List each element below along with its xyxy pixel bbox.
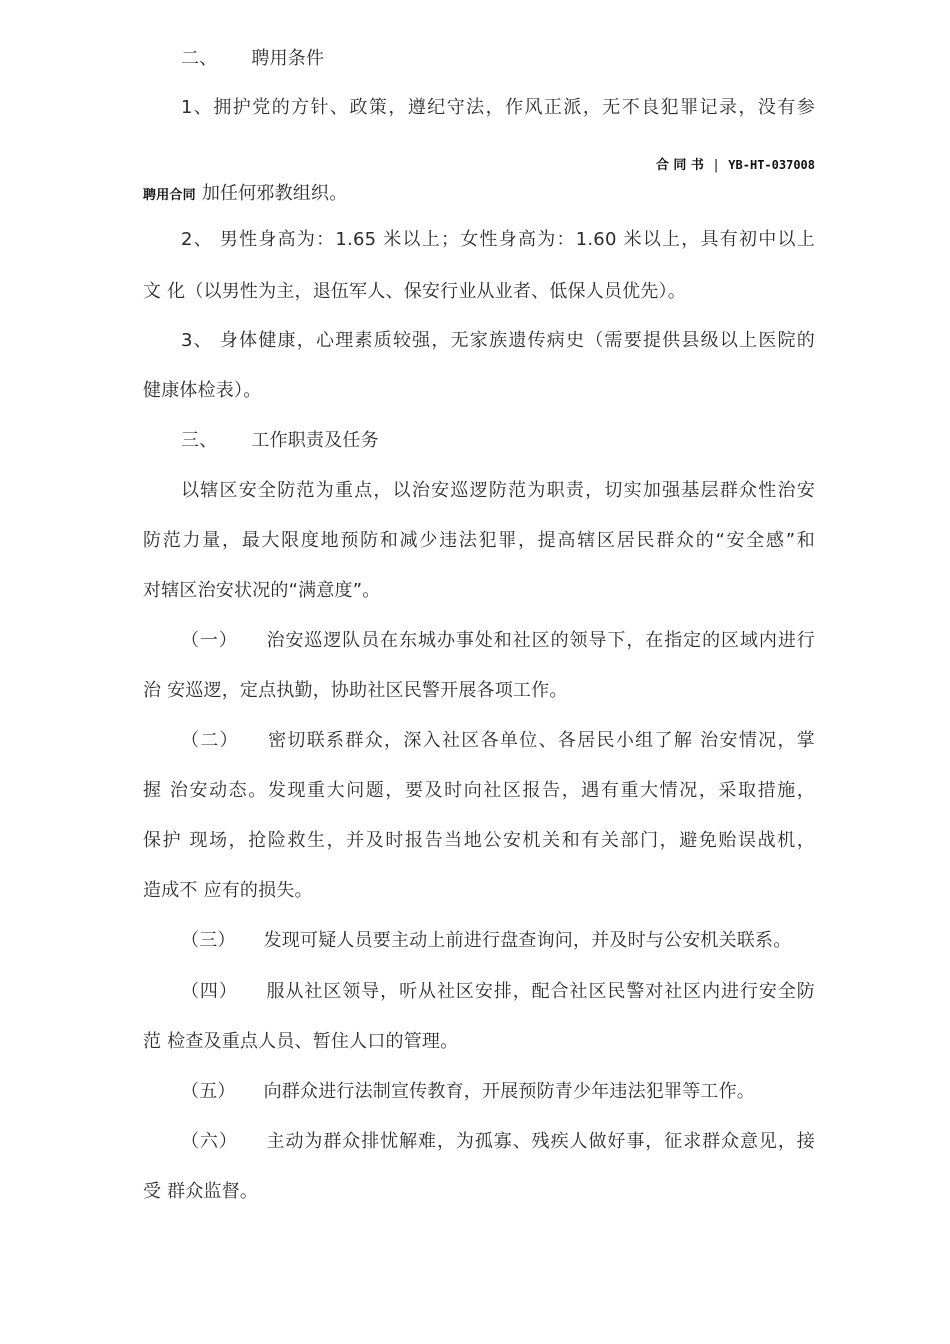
duty-text: 向群众进行法制宣传教育，开展预防青少年违法犯罪等工作。 bbox=[263, 1081, 756, 1102]
paragraph-line: 对辖区治安状况的“满意度”。 bbox=[143, 580, 381, 601]
duty-text: 密切联系群众，深入社区各单位、各居民小组了解 治安情况，掌 bbox=[266, 730, 815, 751]
doc-type-label: 合 同 书 bbox=[655, 158, 704, 173]
duty-text: 主动为群众排忧解难，为孤寡、残疾人做好事，征求群众意见，接 bbox=[265, 1131, 815, 1152]
paragraph-line: 范 检查及重点人员、暂住人口的管理。 bbox=[143, 1031, 459, 1052]
duty-number: （二） bbox=[181, 730, 239, 751]
duty-number: （六） bbox=[181, 1131, 238, 1152]
duty-text: 服从社区领导，听从社区安排，配合社区民警对社区内进行安全防 bbox=[265, 981, 815, 1002]
paragraph-line: 握 治安动态。发现重大问题，要及时向社区报告，遇有重大情况，采取措施， bbox=[143, 780, 815, 801]
running-header bbox=[656, 154, 815, 173]
duty-number: （三） bbox=[181, 930, 236, 951]
section-number: 二、 bbox=[181, 48, 218, 69]
paragraph-line: 2、 男性身高为：1.65 米以上；女性身高为：1.60 米以上，具有初中以上 bbox=[181, 229, 815, 250]
duty-number: （一） bbox=[181, 630, 238, 651]
duty-line bbox=[181, 980, 815, 1004]
paragraph-line: 受 群众监督。 bbox=[143, 1181, 259, 1202]
duty-text: 治安巡逻队员在东城办事处和社区的领导下，在指定的区域内进行 bbox=[265, 630, 815, 651]
duty-number: （五） bbox=[181, 1081, 236, 1102]
section-heading bbox=[181, 429, 815, 453]
duty-line bbox=[181, 1080, 815, 1104]
section-heading bbox=[181, 47, 815, 71]
paragraph-line: 3、 身体健康，心理素质较强，无家族遗传病史（需要提供县级以上医院的 bbox=[181, 330, 815, 351]
paragraph-line: 治 安巡逻，定点执勤，协助社区民警开展各项工作。 bbox=[143, 680, 568, 701]
paragraph-line: 健康体检表）。 bbox=[143, 380, 262, 401]
paragraph-line bbox=[143, 182, 815, 208]
paragraph-line: 保护 现场，抢险救生，并及时报告当地公安机关和有关部门，避免贻误战机， bbox=[143, 830, 815, 851]
contract-label: 聘用合同 bbox=[143, 188, 196, 203]
section-title: 工作职责及任务 bbox=[251, 430, 379, 451]
duty-line bbox=[181, 929, 815, 953]
paragraph-line: 造成不 应有的损失。 bbox=[143, 880, 313, 901]
duty-number: （四） bbox=[181, 981, 238, 1002]
section-title: 聘用条件 bbox=[251, 48, 325, 69]
paragraph-line: 文 化（以男性为主，退伍军人、保安行业从业者、低保人员优先）。 bbox=[143, 281, 686, 302]
header-separator: | bbox=[713, 158, 719, 173]
paragraph-text: 加任何邪教组织。 bbox=[201, 183, 348, 204]
paragraph-line: 1、拥护党的方针、政策，遵纪守法，作风正派，无不良犯罪记录，没有参 bbox=[181, 97, 815, 118]
doc-code: YB-HT-037008 bbox=[728, 158, 815, 172]
duty-text: 发现可疑人员要主动上前进行盘查询问，并及时与公安机关联系。 bbox=[263, 930, 792, 951]
section-number: 三、 bbox=[181, 430, 218, 451]
duty-line bbox=[181, 1130, 815, 1154]
duty-line bbox=[181, 629, 815, 653]
paragraph-line: 以辖区安全防范为重点，以治安巡逻防范为职责，切实加强基层群众性治安 bbox=[181, 480, 815, 501]
duty-line bbox=[181, 729, 815, 753]
paragraph-line: 防范力量，最大限度地预防和减少违法犯罪，提高辖区居民群众的“安全感”和 bbox=[143, 530, 815, 551]
